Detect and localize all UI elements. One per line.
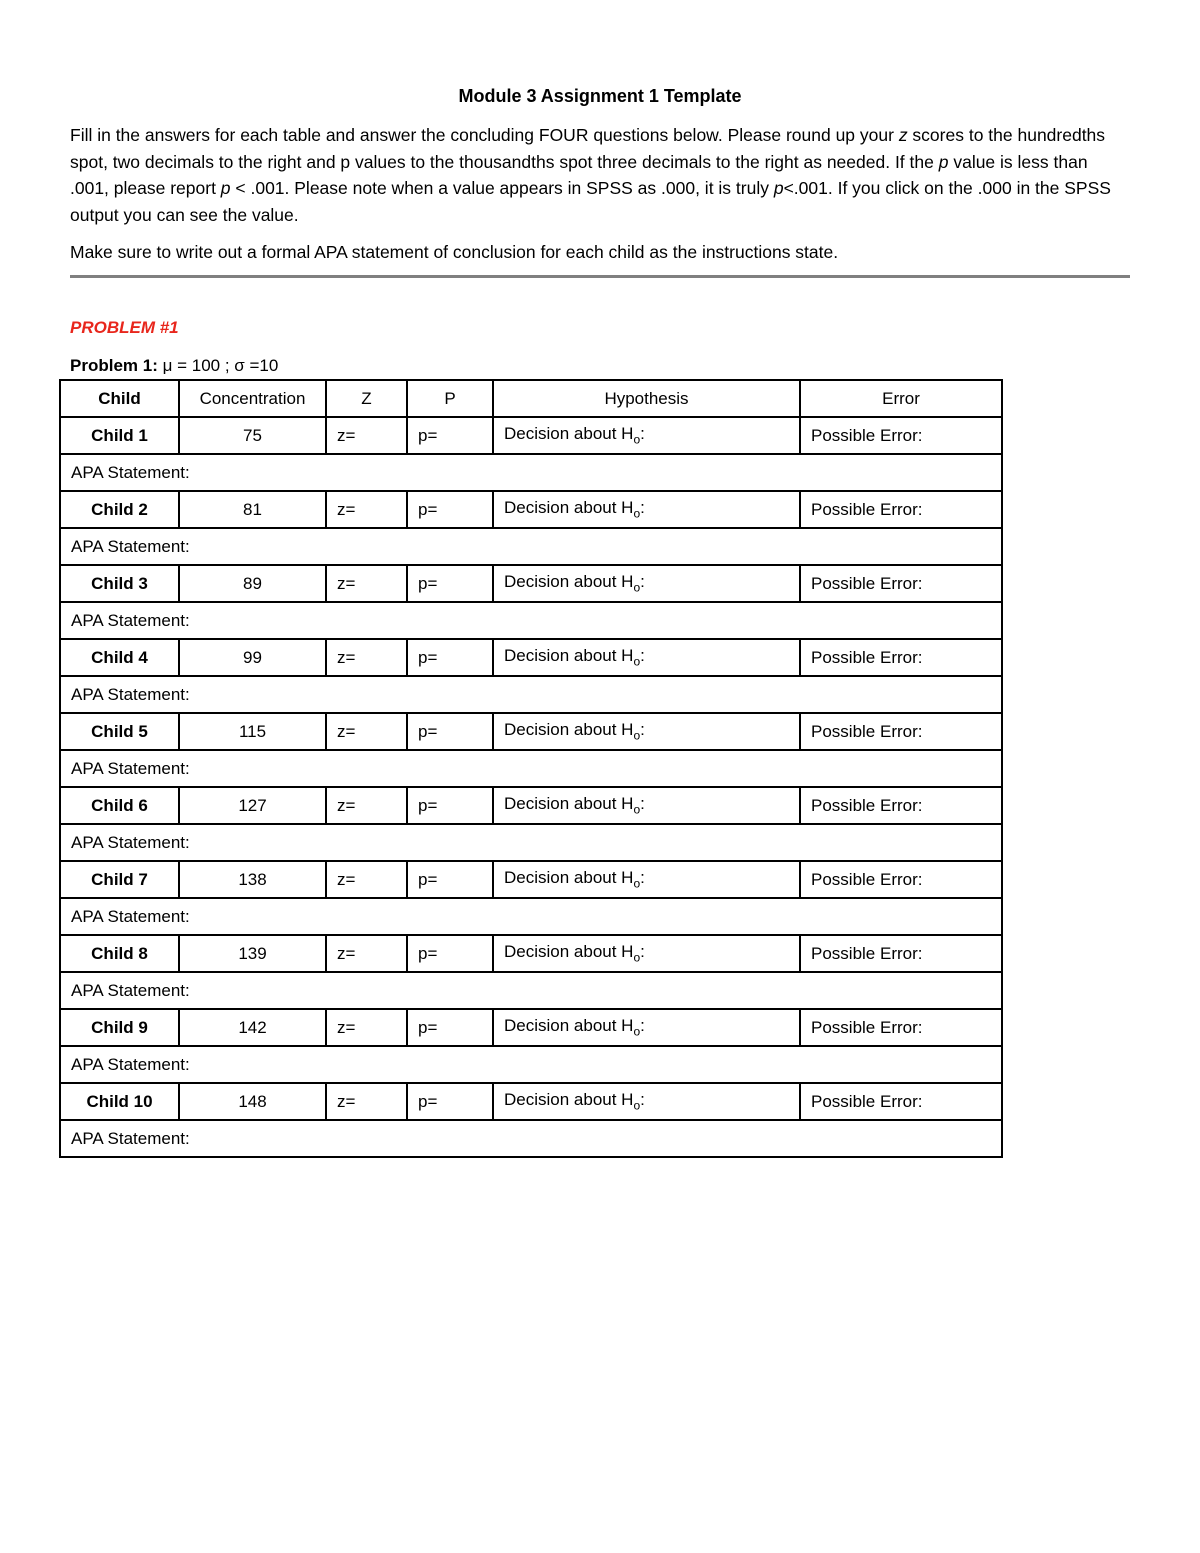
table-row [60, 1083, 1002, 1120]
decision-colon: : [640, 646, 645, 666]
possible-error-cell[interactable]: Possible Error: [800, 713, 1002, 750]
apa-row [60, 824, 1002, 861]
apa-statement-cell[interactable]: APA Statement: [60, 528, 1002, 565]
p-input-cell[interactable]: p= [407, 713, 493, 750]
decision-subscript: o [633, 802, 641, 817]
decision-label: Decision about H [504, 868, 634, 888]
possible-error-cell[interactable]: Possible Error: [800, 861, 1002, 898]
decision-subscript: o [633, 432, 641, 447]
possible-error-cell[interactable]: Possible Error: [800, 491, 1002, 528]
z-input-cell[interactable]: z= [326, 565, 407, 602]
decision-label: Decision about H [504, 646, 634, 666]
apa-row [60, 1046, 1002, 1083]
table-row [60, 713, 1002, 750]
child-cell: Child 5 [60, 713, 179, 750]
horizontal-rule [70, 275, 1130, 278]
child-cell: Child 8 [60, 935, 179, 972]
decision-label: Decision about H [504, 794, 634, 814]
apa-statement-cell[interactable]: APA Statement: [60, 972, 1002, 1009]
concentration-cell: 75 [179, 417, 326, 454]
z-input-cell[interactable]: z= [326, 417, 407, 454]
p-input-cell[interactable]: p= [407, 565, 493, 602]
table-row [60, 417, 1002, 454]
decision-colon: : [640, 720, 645, 740]
z-input-cell[interactable]: z= [326, 787, 407, 824]
p-input-cell[interactable]: p= [407, 491, 493, 528]
decision-label: Decision about H [504, 424, 634, 444]
child-cell: Child 4 [60, 639, 179, 676]
child-cell: Child 2 [60, 491, 179, 528]
instructions-paragraph-2: Make sure to write out a formal APA statement of conclusion for each child as the instructions state. [70, 242, 839, 262]
hypothesis-decision-cell[interactable] [493, 565, 800, 602]
decision-subscript: o [633, 654, 641, 669]
hypothesis-decision-cell[interactable] [493, 861, 800, 898]
concentration-cell: 127 [179, 787, 326, 824]
apa-row [60, 676, 1002, 713]
child-cell: Child 1 [60, 417, 179, 454]
z-input-cell[interactable]: z= [326, 639, 407, 676]
hypothesis-decision-cell[interactable] [493, 935, 800, 972]
decision-colon: : [640, 868, 645, 888]
header-p: P [407, 380, 493, 417]
instructions-paragraph-1: Fill in the answers for each table and answer the concluding FOUR questions below. Please round up your z scores to the hundredths spot, two decimals to the right and p values to the thousandths spot three decimals to the right as needed. If the p value is less than .001, please report p < .001. Please note when a value appears in SPSS as .000, it is truly p<.001. If you click on the .000 in the SPSS output you can see the value. [70, 125, 1111, 225]
decision-subscript: o [633, 580, 641, 595]
decision-colon: : [640, 1016, 645, 1036]
table-row [60, 639, 1002, 676]
apa-statement-cell[interactable]: APA Statement: [60, 898, 1002, 935]
hypothesis-decision-cell[interactable] [493, 713, 800, 750]
possible-error-cell[interactable]: Possible Error: [800, 639, 1002, 676]
apa-statement-cell[interactable]: APA Statement: [60, 454, 1002, 491]
p-input-cell[interactable]: p= [407, 935, 493, 972]
decision-label: Decision about H [504, 498, 634, 518]
child-cell: Child 7 [60, 861, 179, 898]
possible-error-cell[interactable]: Possible Error: [800, 1083, 1002, 1120]
decision-label: Decision about H [504, 942, 634, 962]
hypothesis-decision-cell[interactable] [493, 639, 800, 676]
apa-statement-cell[interactable]: APA Statement: [60, 602, 1002, 639]
possible-error-cell[interactable]: Possible Error: [800, 1009, 1002, 1046]
table-row [60, 861, 1002, 898]
z-input-cell[interactable]: z= [326, 935, 407, 972]
apa-row [60, 750, 1002, 787]
z-input-cell[interactable]: z= [326, 861, 407, 898]
concentration-cell: 139 [179, 935, 326, 972]
header-error: Error [800, 380, 1002, 417]
table-row [60, 491, 1002, 528]
table-row [60, 787, 1002, 824]
z-input-cell[interactable]: z= [326, 1083, 407, 1120]
results-table [59, 379, 1003, 1158]
z-input-cell[interactable]: z= [326, 1009, 407, 1046]
concentration-cell: 81 [179, 491, 326, 528]
p-input-cell[interactable]: p= [407, 1083, 493, 1120]
results-table-body [60, 380, 1002, 1157]
p-input-cell[interactable]: p= [407, 639, 493, 676]
child-cell: Child 6 [60, 787, 179, 824]
decision-subscript: o [633, 1024, 641, 1039]
decision-label: Decision about H [504, 1016, 634, 1036]
table-header-row [60, 380, 1002, 417]
table-row [60, 1009, 1002, 1046]
decision-subscript: o [633, 876, 641, 891]
z-input-cell[interactable]: z= [326, 713, 407, 750]
table-row [60, 935, 1002, 972]
decision-subscript: o [633, 1098, 641, 1113]
apa-statement-cell[interactable]: APA Statement: [60, 676, 1002, 713]
concentration-cell: 138 [179, 861, 326, 898]
decision-subscript: o [633, 728, 641, 743]
table-row [60, 565, 1002, 602]
problem-label: Problem 1: μ = 100 ; σ =10 [70, 356, 279, 375]
decision-label: Decision about H [504, 720, 634, 740]
problem-heading: PROBLEM #1 [70, 318, 179, 337]
header-concentration: Concentration [179, 380, 326, 417]
p-input-cell[interactable]: p= [407, 861, 493, 898]
hypothesis-decision-cell[interactable] [493, 787, 800, 824]
decision-subscript: o [633, 950, 641, 965]
child-cell: Child 10 [60, 1083, 179, 1120]
apa-row [60, 528, 1002, 565]
apa-row [60, 454, 1002, 491]
decision-subscript: o [633, 506, 641, 521]
decision-colon: : [640, 572, 645, 592]
apa-statement-cell[interactable]: APA Statement: [60, 1046, 1002, 1083]
apa-statement-cell[interactable]: APA Statement: [60, 750, 1002, 787]
child-cell: Child 9 [60, 1009, 179, 1046]
hypothesis-decision-cell[interactable] [493, 491, 800, 528]
header-z: Z [326, 380, 407, 417]
apa-row [60, 1120, 1002, 1157]
p-input-cell[interactable]: p= [407, 787, 493, 824]
header-child: Child [60, 380, 179, 417]
hypothesis-decision-cell[interactable] [493, 1083, 800, 1120]
possible-error-cell[interactable]: Possible Error: [800, 935, 1002, 972]
possible-error-cell[interactable]: Possible Error: [800, 565, 1002, 602]
p-input-cell[interactable]: p= [407, 417, 493, 454]
apa-row [60, 602, 1002, 639]
hypothesis-decision-cell[interactable] [493, 1009, 800, 1046]
concentration-cell: 99 [179, 639, 326, 676]
concentration-cell: 148 [179, 1083, 326, 1120]
concentration-cell: 142 [179, 1009, 326, 1046]
p-input-cell[interactable]: p= [407, 1009, 493, 1046]
apa-statement-cell[interactable]: APA Statement: [60, 1120, 1002, 1157]
possible-error-cell[interactable]: Possible Error: [800, 787, 1002, 824]
document-title: Module 3 Assignment 1 Template [458, 86, 742, 106]
decision-colon: : [640, 498, 645, 518]
decision-colon: : [640, 424, 645, 444]
decision-label: Decision about H [504, 572, 634, 592]
hypothesis-decision-cell[interactable] [493, 417, 800, 454]
decision-label: Decision about H [504, 1090, 634, 1110]
decision-colon: : [640, 942, 645, 962]
decision-colon: : [640, 1090, 645, 1110]
apa-statement-cell[interactable]: APA Statement: [60, 824, 1002, 861]
possible-error-cell[interactable]: Possible Error: [800, 417, 1002, 454]
concentration-cell: 115 [179, 713, 326, 750]
apa-row [60, 972, 1002, 1009]
concentration-cell: 89 [179, 565, 326, 602]
instructions [70, 122, 1130, 266]
header-hypothesis: Hypothesis [493, 380, 800, 417]
z-input-cell[interactable]: z= [326, 491, 407, 528]
apa-row [60, 898, 1002, 935]
decision-colon: : [640, 794, 645, 814]
child-cell: Child 3 [60, 565, 179, 602]
